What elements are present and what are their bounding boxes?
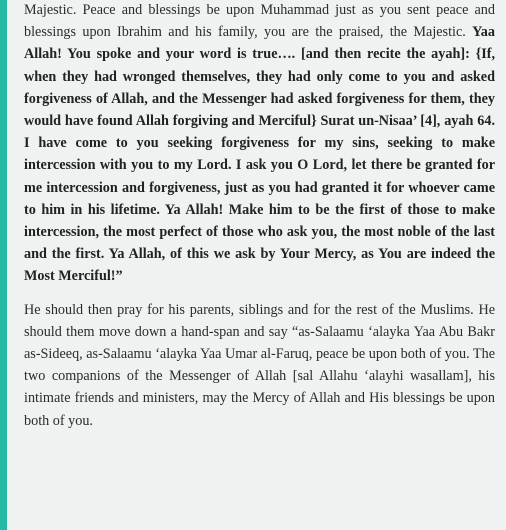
paragraph-dua <box>24 0 495 288</box>
paragraph-salutation-text: He should then pray for his parents, siblings and for the rest of the Muslims. He should them move down a hand-span and say “as-Salaamu ‘alayka Yaa Abu Bakr as-Sideeq, as-Salaamu ‘alayka Yaa Umar al-Faruq, peace be upon both of you. The two companions of the Messenger of Allah [sal Allahu ‘alayhi wasallam], his intimate friends and ministers, may the Mercy of Allah and His blessings be upon both of you. <box>24 301 495 429</box>
paragraph-dua-intro: Majestic. Peace and blessings be upon Muhammad just as you sent peace and blessings upon Ibrahim and his family, you are the praised, the Majestic. <box>24 2 495 41</box>
paragraph-salutation <box>24 299 495 432</box>
accent-bar <box>0 0 7 530</box>
paragraph-dua-bold-text: Yaa Allah! You spoke and your word is true…. [and then recite the ayah]: {If, when they had wronged themselves, they had only come to you and asked forgiveness of Allah, and the Messenger had asked forgiveness for them, they would have found Allah forgiving and Merciful} Surat un-Nisaa’ [4], ayah 64. I have come to you seeking forgiveness for my sins, seeking to make intercession with you to my Lord. I ask you O Lord, let there be granted for me intercession and forgiveness, just as you had granted it for whoever came to him in his lifetime. Ya Allah! Make him to be the first of those to make intercession, the most perfect of those who ask you, the most noble of the last and the first. Ya Allah, of this we ask by Your Mercy, as You are indeed the Most Merciful!” <box>24 24 495 285</box>
document-body <box>24 0 495 432</box>
